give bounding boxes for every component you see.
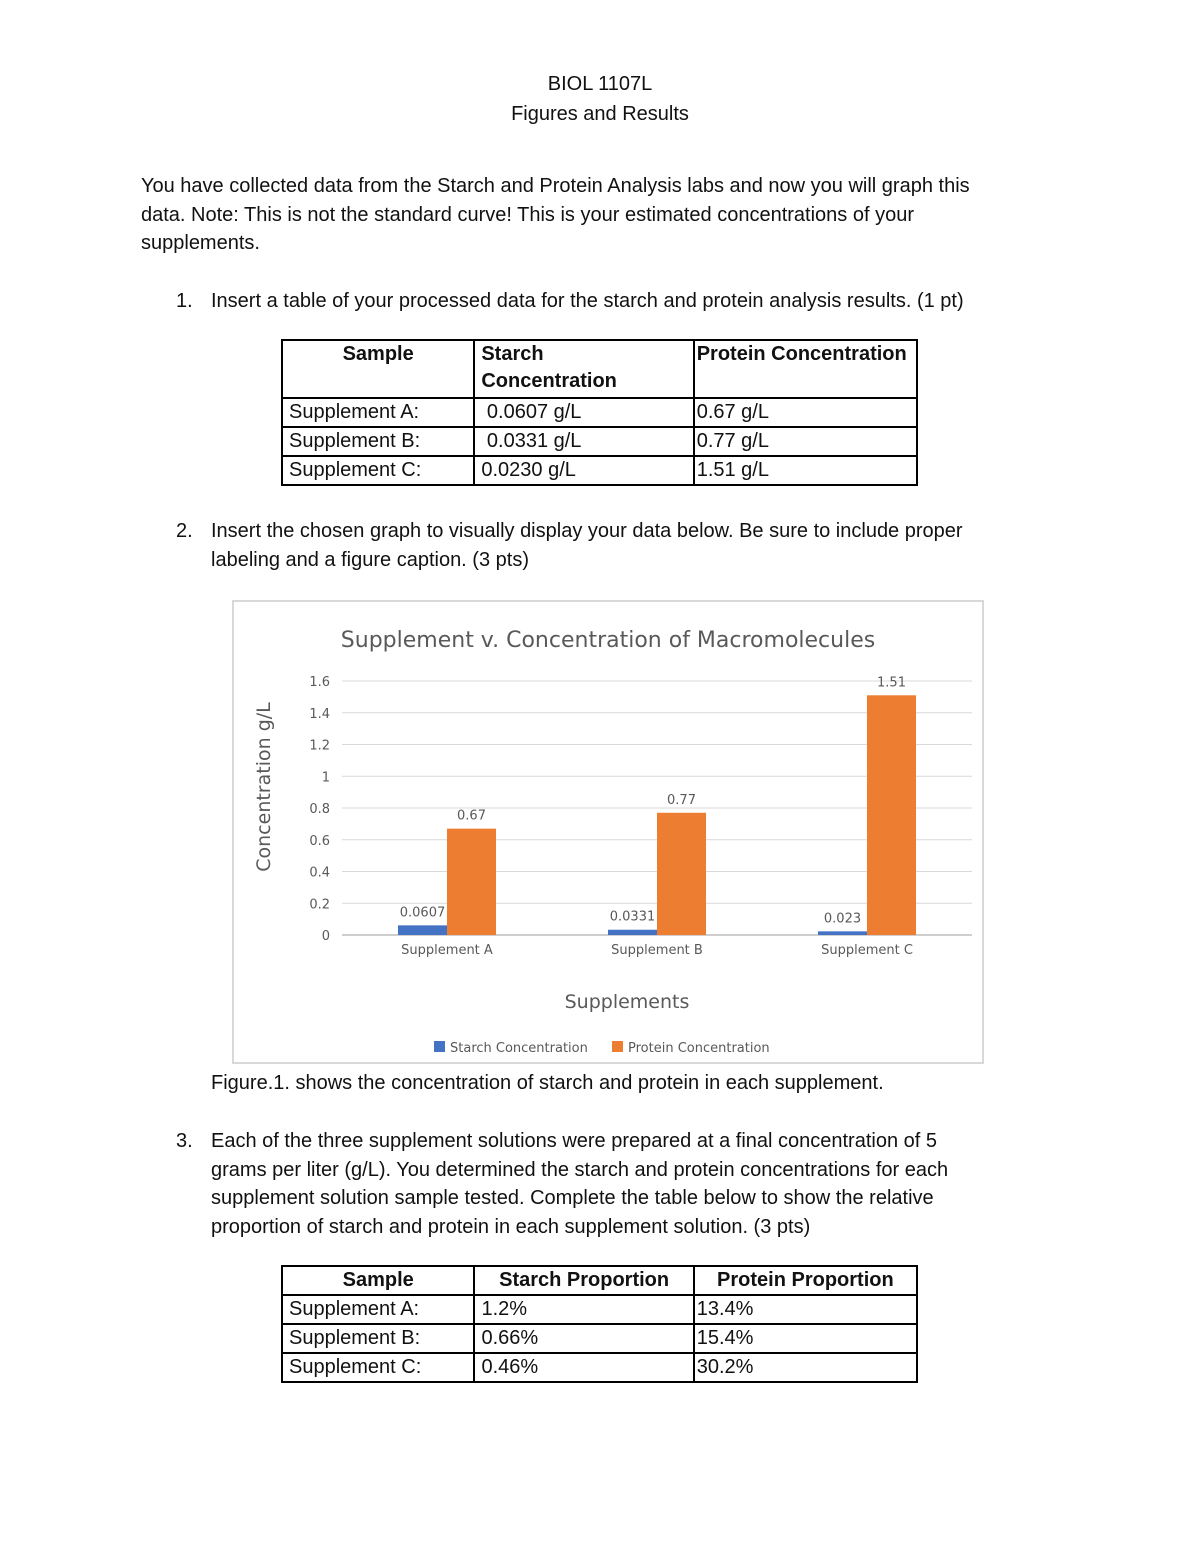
table-row xyxy=(282,1353,917,1382)
course-title: BIOL 1107L xyxy=(547,73,653,95)
header-protein-proportion: Protein Proportion xyxy=(694,1266,917,1295)
legend-label: Protein Concentration xyxy=(628,1041,770,1056)
table-header-row xyxy=(282,1266,917,1295)
cell-sample: Supplement A: xyxy=(282,398,474,427)
x-tick-label: Supplement A xyxy=(401,943,493,958)
header-sample: Sample xyxy=(282,1266,474,1295)
cell-starch: 0.46% xyxy=(474,1353,693,1382)
bar-chart xyxy=(234,602,982,1062)
cell-sample: Supplement C: xyxy=(282,456,474,485)
figure-caption-label: Figure.1. xyxy=(211,1072,290,1094)
chart-title: Supplement v. Concentration of Macromolecules xyxy=(340,628,876,653)
intro-line: supplements. xyxy=(141,232,260,254)
cell-protein: 0.67 g/L xyxy=(694,398,917,427)
question-1-text: Insert a table of your processed data for the starch and protein analysis results. (1 pt) xyxy=(211,290,964,312)
cell-sample: Supplement B: xyxy=(282,1324,474,1353)
question-3-line: Each of the three supplement solutions were prepared at a final concentration of 5 xyxy=(211,1130,938,1152)
data-label: 0.67 xyxy=(457,808,486,824)
bar xyxy=(398,925,447,935)
x-tick-label: Supplement B xyxy=(611,943,703,958)
header-starch-concentration xyxy=(474,340,693,398)
bar xyxy=(447,829,496,935)
bar xyxy=(818,931,867,935)
cell-starch: 1.2% xyxy=(474,1295,693,1324)
table-row xyxy=(282,398,917,427)
page-subtitle: Figures and Results xyxy=(511,103,689,125)
cell-starch: 0.0230 g/L xyxy=(474,456,693,485)
question-1-number: 1. xyxy=(176,290,193,312)
y-tick-label: 0 xyxy=(321,929,330,944)
table-row xyxy=(282,427,917,456)
figure-caption-text: shows the concentration of starch and protein in each supplement. xyxy=(289,1072,884,1094)
cell-starch: 0.0331 g/L xyxy=(474,427,693,456)
data-label: 0.023 xyxy=(823,911,862,927)
table-row xyxy=(282,456,917,485)
proportion-table xyxy=(281,1265,918,1383)
y-tick-label: 0.6 xyxy=(309,833,330,849)
legend xyxy=(434,1041,770,1056)
y-tick-label: 1 xyxy=(321,770,330,786)
chart-frame xyxy=(232,600,984,1064)
cell-protein: 15.4% xyxy=(694,1324,917,1353)
data-label: 0.0607 xyxy=(399,905,446,921)
cell-protein: 1.51 g/L xyxy=(694,456,917,485)
header-starch-line: Concentration xyxy=(481,370,617,392)
cell-sample: Supplement C: xyxy=(282,1353,474,1382)
data-label: 1.51 xyxy=(877,675,906,691)
figure-caption xyxy=(211,1069,884,1097)
cell-protein: 0.77 g/L xyxy=(694,427,917,456)
y-tick-label: 1.6 xyxy=(309,675,330,690)
bar xyxy=(867,695,916,935)
x-tick-label: Supplement C xyxy=(821,943,913,958)
cell-protein: 30.2% xyxy=(694,1353,917,1382)
concentration-table xyxy=(281,339,918,486)
table-header-row xyxy=(282,340,917,398)
question-3-line: supplement solution sample tested. Complete the table below to show the relative xyxy=(211,1187,934,1209)
question-3-line: proportion of starch and protein in each supplement solution. (3 pts) xyxy=(211,1215,811,1238)
y-tick-label: 0.2 xyxy=(309,897,330,913)
y-axis-label: Concentration g/L xyxy=(253,702,275,872)
x-axis-label: Supplements xyxy=(564,991,690,1013)
cell-sample: Supplement B: xyxy=(282,427,474,456)
data-label: 0.0331 xyxy=(609,909,656,925)
y-tick-label: 0.4 xyxy=(309,865,330,881)
question-2-number: 2. xyxy=(176,520,193,542)
table-row xyxy=(282,1324,917,1353)
question-2-line: labeling and a figure caption. (3 pts) xyxy=(211,548,529,571)
bar xyxy=(608,930,657,935)
legend-swatch xyxy=(434,1041,445,1052)
intro-line: data. Note: This is not the standard curve! This is your estimated concentrations of your xyxy=(141,203,914,226)
header-starch-proportion: Starch Proportion xyxy=(474,1266,693,1295)
legend-swatch xyxy=(612,1041,623,1052)
data-label: 0.77 xyxy=(667,792,696,808)
intro-paragraph xyxy=(141,172,1091,258)
header-protein-concentration: Protein Concentration xyxy=(694,340,917,398)
y-tick-label: 0.8 xyxy=(309,802,330,817)
header-starch-line: Starch xyxy=(481,343,544,365)
question-2-text xyxy=(211,517,1111,574)
cell-sample: Supplement A: xyxy=(282,1295,474,1324)
question-3-text xyxy=(211,1127,1111,1241)
table-row xyxy=(282,1295,917,1324)
y-tick-label: 1.4 xyxy=(309,706,330,722)
question-3-number: 3. xyxy=(176,1130,193,1152)
cell-protein: 13.4% xyxy=(694,1295,917,1324)
cell-starch: 0.0607 g/L xyxy=(474,398,693,427)
legend-label: Starch Concentration xyxy=(450,1041,588,1056)
question-2-line: Insert the chosen graph to visually display your data below. Be sure to include proper xyxy=(211,520,963,542)
y-tick-label: 1.2 xyxy=(309,738,330,754)
header-sample: Sample xyxy=(282,340,474,398)
cell-starch: 0.66% xyxy=(474,1324,693,1353)
question-3-line: grams per liter (g/L). You determined the starch and protein concentrations for each xyxy=(211,1158,949,1181)
intro-line: You have collected data from the Starch and Protein Analysis labs and now you will graph this xyxy=(141,175,970,197)
bar xyxy=(657,813,706,935)
